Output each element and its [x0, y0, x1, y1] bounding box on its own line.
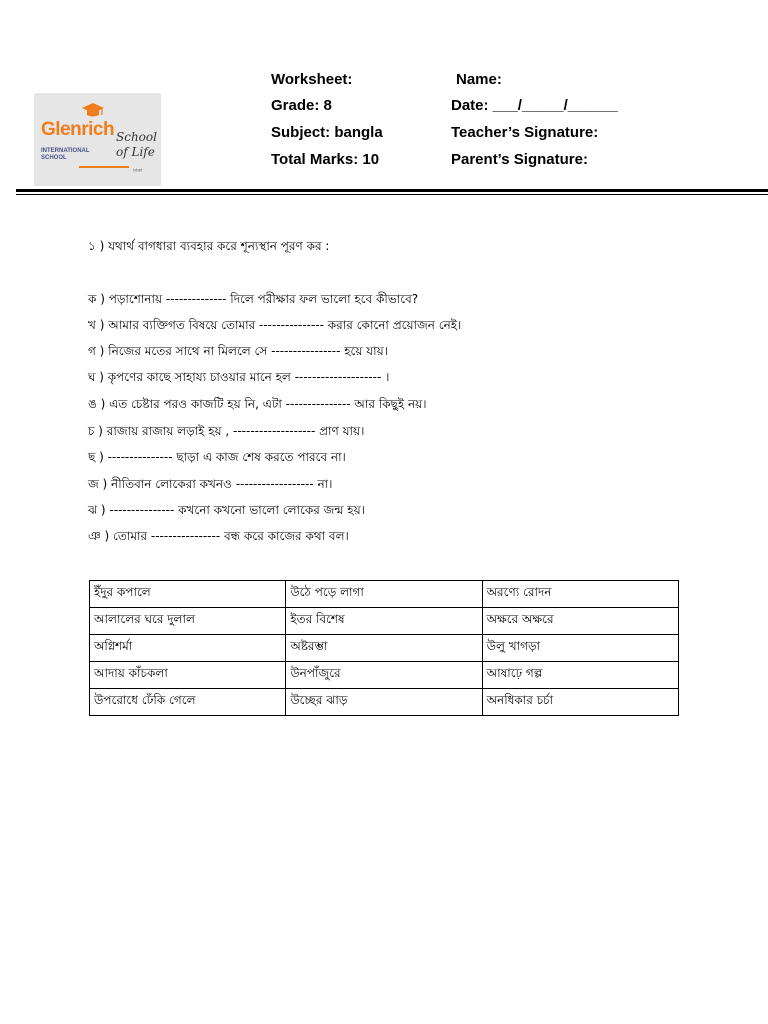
question-item: ঘ ) কৃপণের কাছে সাহায্য চাওয়ার মানে হল -------------------- । — [88, 370, 390, 384]
name-field: Name: — [456, 71, 502, 88]
table-cell: ইতর বিশেষ — [286, 608, 482, 635]
header-divider — [16, 189, 768, 192]
logo-brand: Glenrich — [41, 119, 115, 140]
total-marks-label: Total Marks: 10 — [271, 151, 380, 168]
logo-subtitle: INTERNATIONAL SCHOOL — [41, 148, 90, 161]
table-row — [90, 608, 679, 635]
logo-tagline: School of Life — [116, 130, 157, 159]
table-cell: অগ্নিশর্মা — [90, 635, 286, 662]
table-cell: আলালের ঘরে দুলাল — [90, 608, 286, 635]
table-row — [90, 581, 679, 608]
question-item: ঝ ) --------------- কখনো কখনো ভালো লোকের জন্ম হয়। — [88, 503, 365, 517]
question-item: জ ) নীতিবান লোকেরা কখনও ------------------ না। — [88, 477, 333, 491]
table-row — [90, 689, 679, 716]
question-item: গ ) নিজের মতের সাথে না মিললে সে ---------------- হয়ে যায়। — [88, 344, 389, 358]
table-cell: উপরোধে ঢেঁকি গেলে — [90, 689, 286, 716]
date-field: Date: ___/_____/______ — [451, 97, 618, 114]
table-cell: অষ্টরম্ভা — [286, 635, 482, 662]
question-instruction: ১ ) যথার্থ বাগধারা ব্যবহার করে শূন্যস্থান পূরণ কর : — [88, 239, 330, 253]
table-row — [90, 662, 679, 689]
question-item: ঙ ) এত চেষ্টার পরও কাজটি হয় নি, এটা --------------- আর কিছুই নয়। — [88, 397, 427, 411]
table-row — [90, 635, 679, 662]
table-cell: আষাঢ়ে গল্প — [482, 662, 678, 689]
table-cell: অক্ষরে অক্ষরে — [482, 608, 678, 635]
parent-signature-field: Parent’s Signature: — [451, 151, 588, 168]
header-divider-thin — [16, 194, 768, 195]
teacher-signature-field: Teacher’s Signature: — [451, 124, 599, 141]
logo-swoosh — [79, 166, 129, 168]
grade-label: Grade: 8 — [271, 97, 332, 114]
table-cell: উনপাঁজুরে — [286, 662, 482, 689]
table-cell: উচ্ছের ঝাড় — [286, 689, 482, 716]
worksheet-label: Worksheet: — [271, 71, 353, 88]
graduation-cap-icon — [81, 101, 105, 121]
question-item: খ ) আমার ব্যক্তিগত বিষয়ে তোমার --------------- করার কোনো প্রয়োজন নেই। — [88, 318, 462, 332]
question-item: ক ) পড়াশোনায় -------------- দিলে পরীক্ষার ফল ভালো হবে কীভাবে? — [88, 292, 419, 306]
logo-mark: ঢাকা — [133, 168, 143, 174]
table-cell: উঠে পড়ে লাগা — [286, 581, 482, 608]
question-item: ঞ ) তোমার ---------------- বন্ধ করে কাজের কথা বল। — [88, 529, 349, 543]
school-logo — [34, 93, 161, 186]
question-item: ছ ) --------------- ছাড়া এ কাজ শেষ করতে পারবে না। — [88, 450, 346, 464]
word-bank-table — [89, 580, 679, 716]
question-item: চ ) রাজায় রাজায় লড়াই হয় , ------------------- প্রাণ যায়। — [88, 424, 365, 438]
subject-label: Subject: bangla — [271, 124, 383, 141]
table-cell: অনধিকার চর্চা — [482, 689, 678, 716]
table-cell: অরণ্যে রোদন — [482, 581, 678, 608]
table-cell: আদায় কাঁচকলা — [90, 662, 286, 689]
table-cell: উলু খাগড়া — [482, 635, 678, 662]
table-cell: ইঁদুর কপালে — [90, 581, 286, 608]
